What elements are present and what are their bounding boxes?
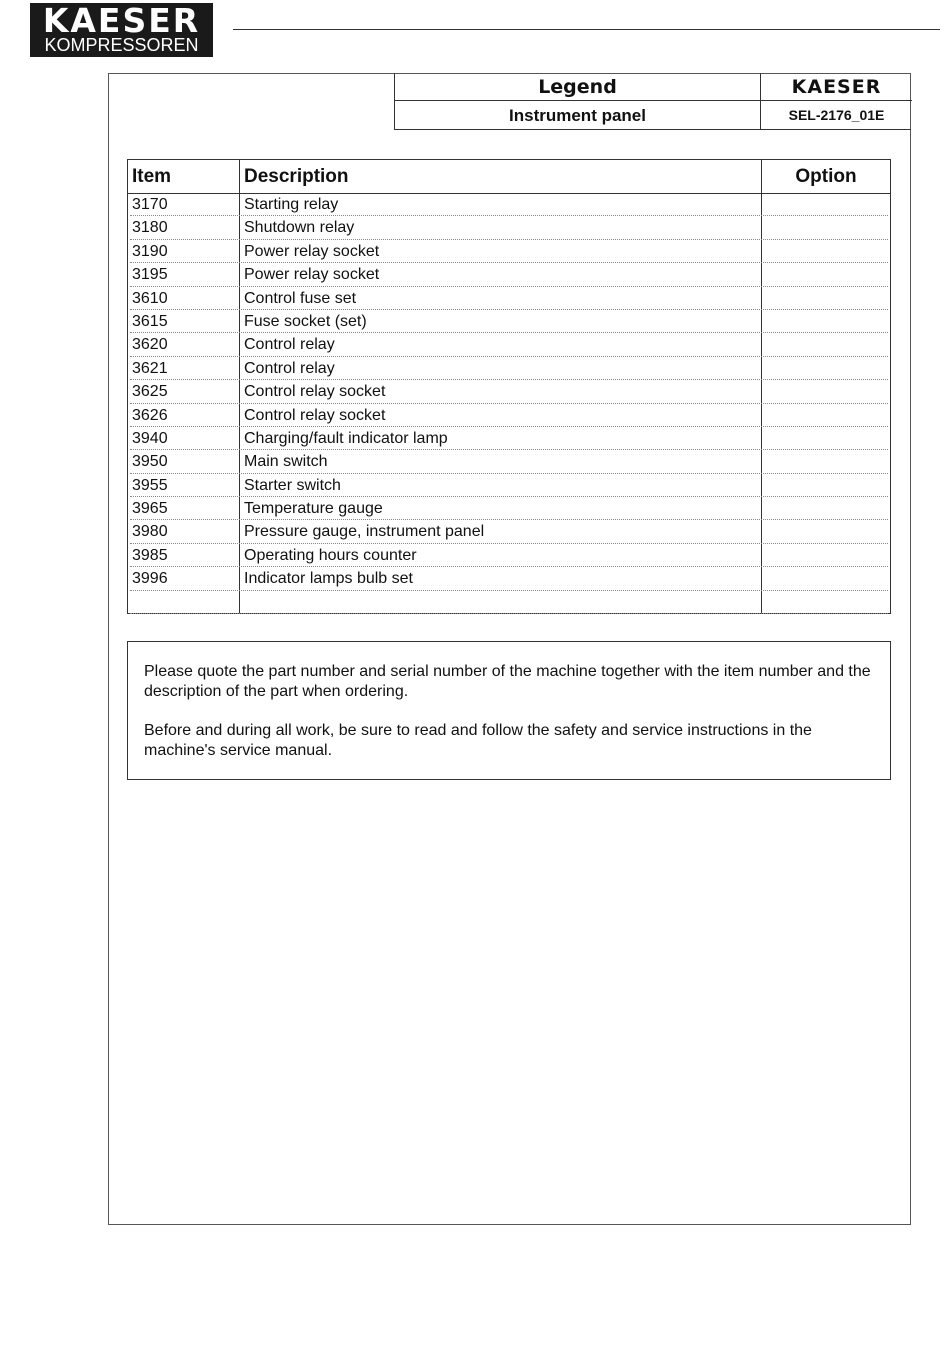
table-row xyxy=(128,591,890,614)
note-safety-text: Before and during all work, be sure to read and follow the safety and service instructions in the machine's service manual. xyxy=(144,722,812,759)
cell-description: Pressure gauge, instrument panel xyxy=(244,523,485,541)
cell-item: 3195 xyxy=(132,266,168,284)
logo-wordmark: KAESER xyxy=(42,1,201,40)
cell-description: Shutdown relay xyxy=(244,219,355,237)
table-row xyxy=(128,544,890,567)
note-ordering-text: Please quote the part number and serial number of the machine together with the item number and the description of the part when ordering. xyxy=(144,663,871,700)
cell-item: 3996 xyxy=(132,570,168,588)
table-row xyxy=(128,427,890,450)
table-row xyxy=(128,380,890,403)
cell-description: Control relay xyxy=(244,359,335,377)
title-block xyxy=(394,73,911,130)
table-row xyxy=(128,450,890,473)
cell-description: Power relay socket xyxy=(244,266,380,284)
cell-item: 3620 xyxy=(132,336,168,354)
table-body xyxy=(128,193,890,614)
cell-description: Charging/fault indicator lamp xyxy=(244,429,448,447)
table-row xyxy=(128,333,890,356)
cell-description: Operating hours counter xyxy=(244,546,417,564)
table-row xyxy=(128,216,890,239)
table-row xyxy=(128,567,890,590)
table-row xyxy=(128,263,890,286)
table-header-row xyxy=(128,160,890,194)
cell-description: Control relay socket xyxy=(244,406,386,424)
kaeser-logo xyxy=(30,3,213,57)
cell-item: 3625 xyxy=(132,383,168,401)
title-panel-name: Instrument panel xyxy=(395,101,761,129)
cell-description: Starter switch xyxy=(244,476,341,494)
cell-description: Control relay xyxy=(244,336,335,354)
header-description: Description xyxy=(244,166,349,187)
cell-item: 3950 xyxy=(132,453,168,471)
cell-item: 3190 xyxy=(132,242,168,260)
cell-description: Control relay socket xyxy=(244,383,386,401)
header-option: Option xyxy=(795,166,857,187)
cell-item: 3955 xyxy=(132,476,168,494)
cell-item: 3610 xyxy=(132,289,168,307)
ordering-note xyxy=(127,641,891,780)
cell-description: Power relay socket xyxy=(244,242,380,260)
title-legend: Legend xyxy=(395,73,761,101)
cell-description: Control fuse set xyxy=(244,289,357,307)
cell-description: Main switch xyxy=(244,453,328,471)
cell-description: Fuse socket (set) xyxy=(244,312,367,330)
cell-description: Temperature gauge xyxy=(244,500,383,518)
title-brand: KAESER xyxy=(761,73,912,101)
title-document-code: SEL-2176_01E xyxy=(788,107,885,123)
cell-item: 3940 xyxy=(132,429,168,447)
cell-description: Indicator lamps bulb set xyxy=(244,570,413,588)
cell-item: 3615 xyxy=(132,312,168,330)
header-rule xyxy=(233,29,940,30)
cell-item: 3626 xyxy=(132,406,168,424)
parts-table xyxy=(127,159,891,614)
cell-item: 3985 xyxy=(132,546,168,564)
table-row xyxy=(128,357,890,380)
table-row xyxy=(128,287,890,310)
table-row xyxy=(128,497,890,520)
cell-item: 3170 xyxy=(132,196,168,213)
cell-item: 3621 xyxy=(132,359,168,377)
logo-subline: KOMPRESSOREN xyxy=(44,35,199,55)
table-row xyxy=(128,310,890,333)
table-row xyxy=(128,520,890,543)
cell-item: 3180 xyxy=(132,219,168,237)
table-row xyxy=(128,240,890,263)
cell-item: 3965 xyxy=(132,500,168,518)
table-row xyxy=(128,193,890,216)
header-item: Item xyxy=(132,166,172,187)
table-row xyxy=(128,404,890,427)
table-row xyxy=(128,474,890,497)
cell-item: 3980 xyxy=(132,523,168,541)
cell-description: Starting relay xyxy=(244,196,339,213)
